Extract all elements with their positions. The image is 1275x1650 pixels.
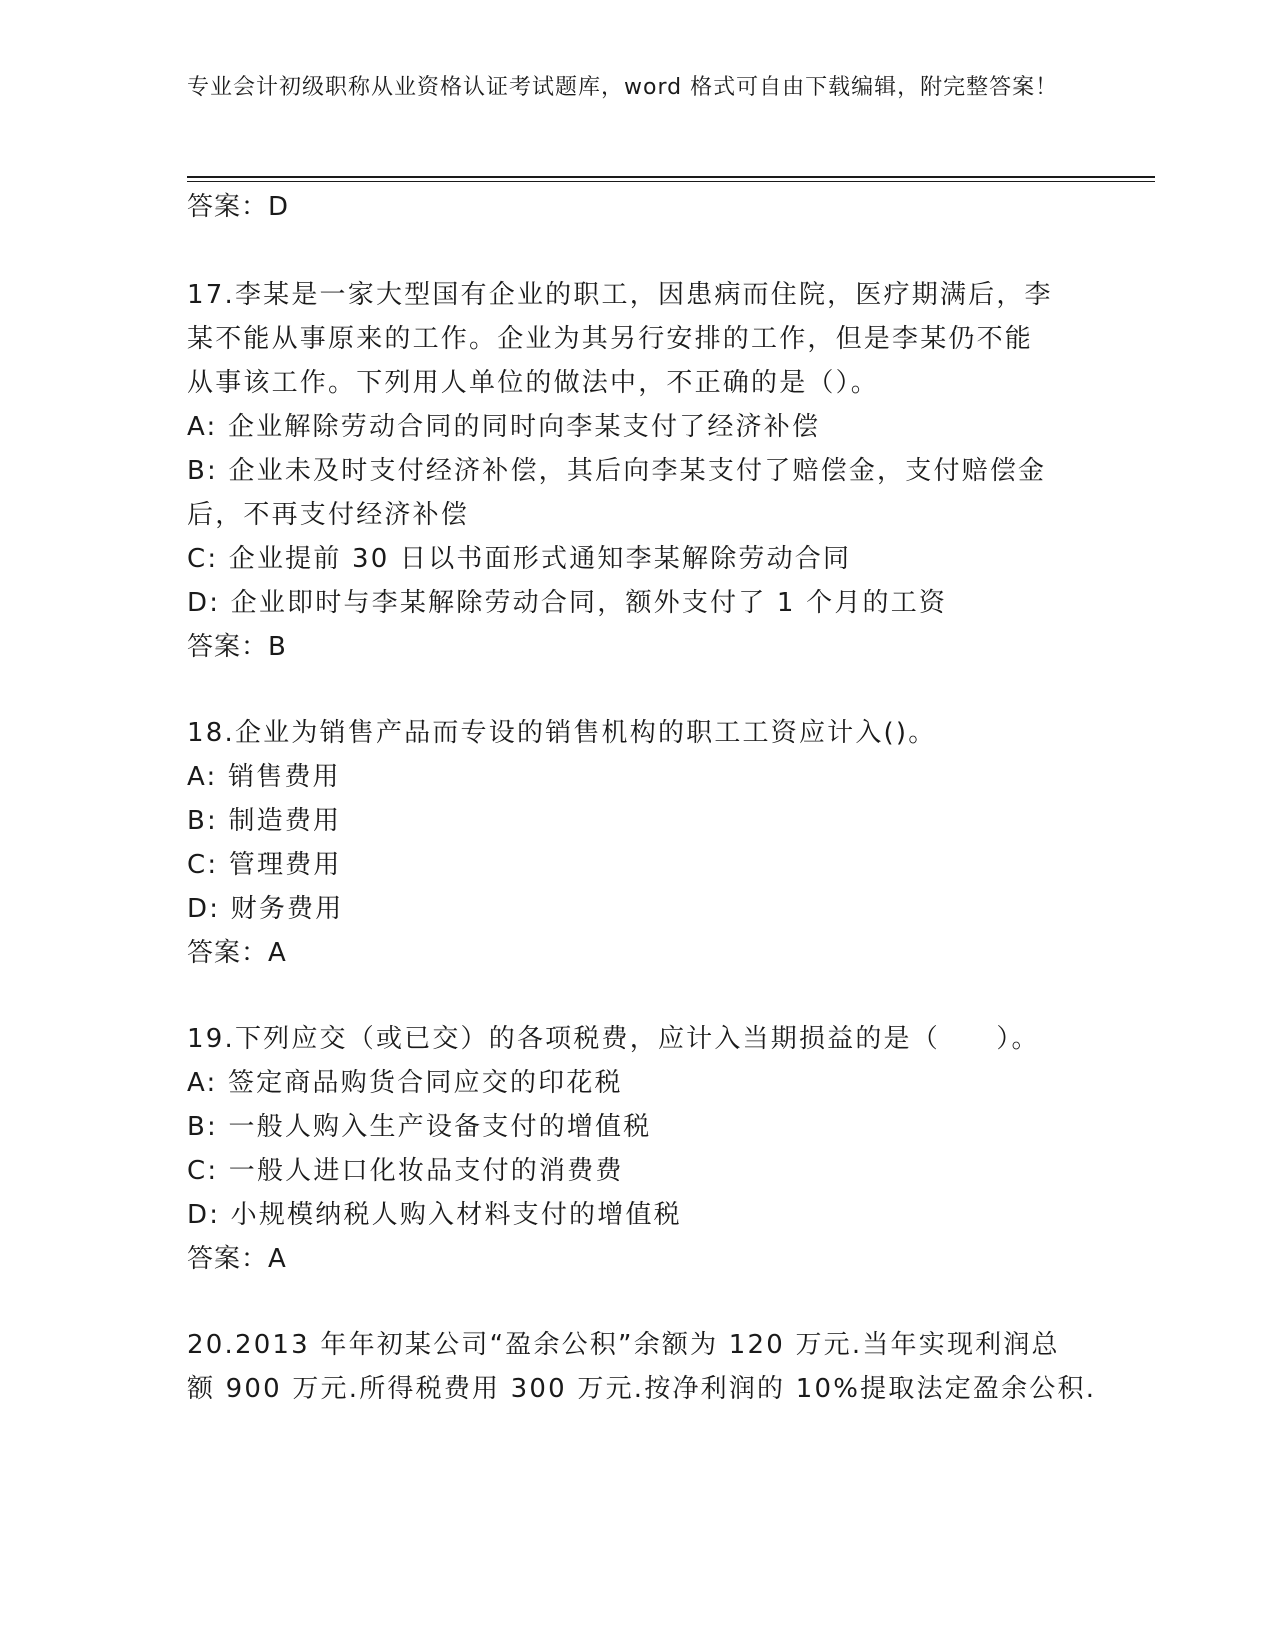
option-c: C: 管理费用: [187, 850, 342, 880]
option-b: B: 企业未及时支付经济补偿，其后向李某支付了赔偿金，支付赔偿金: [187, 456, 1047, 486]
option-b: B: 制造费用: [187, 806, 342, 836]
question-stem-line: 从事该工作。下列用人单位的做法中，不正确的是（）。: [187, 368, 880, 398]
header-rule-thick: [187, 176, 1155, 178]
question-stem-line: 17.李某是一家大型国有企业的职工，因患病而住院，医疗期满后，李: [187, 280, 1053, 310]
option-b-continued: 后，不再支付经济补偿: [187, 500, 470, 530]
answer-line: 答案：B: [187, 632, 287, 662]
option-d: D: 财务费用: [187, 894, 344, 924]
option-d: D: 企业即时与李某解除劳动合同，额外支付了 1 个月的工资: [187, 588, 948, 618]
option-d: D: 小规模纳税人购入材料支付的增值税: [187, 1200, 682, 1230]
question-stem-line: 20.2013 年年初某公司“盈余公积”余额为 120 万元.当年实现利润总: [187, 1330, 1060, 1360]
option-a: A: 企业解除劳动合同的同时向李某支付了经济补偿: [187, 412, 821, 442]
question-stem-line: 额 900 万元.所得税费用 300 万元.按净利润的 10%提取法定盈余公积.: [187, 1374, 1097, 1404]
question-stem-line: 19.下列应交（或已交）的各项税费，应计入当期损益的是（ ）。: [187, 1024, 1040, 1054]
option-a: A: 签定商品购货合同应交的印花税: [187, 1068, 623, 1098]
question-stem-line: 18.企业为销售产品而专设的销售机构的职工工资应计入()。: [187, 718, 937, 748]
header-text: 专业会计初级职称从业资格认证考试题库，word 格式可自由下载编辑，附完整答案！: [187, 75, 1059, 100]
question-stem-line: 某不能从事原来的工作。企业为其另行安排的工作，但是李某仍不能: [187, 324, 1034, 354]
answer-line: 答案：A: [187, 1244, 287, 1274]
option-a: A: 销售费用: [187, 762, 341, 792]
option-b: B: 一般人购入生产设备支付的增值税: [187, 1112, 652, 1142]
answer-line: 答案：A: [187, 938, 287, 968]
header-rule-thin: [187, 181, 1155, 182]
option-c: C: 企业提前 30 日以书面形式通知李某解除劳动合同: [187, 544, 852, 574]
answer-line: 答案：D: [187, 192, 290, 222]
option-c: C: 一般人进口化妆品支付的消费费: [187, 1156, 624, 1186]
